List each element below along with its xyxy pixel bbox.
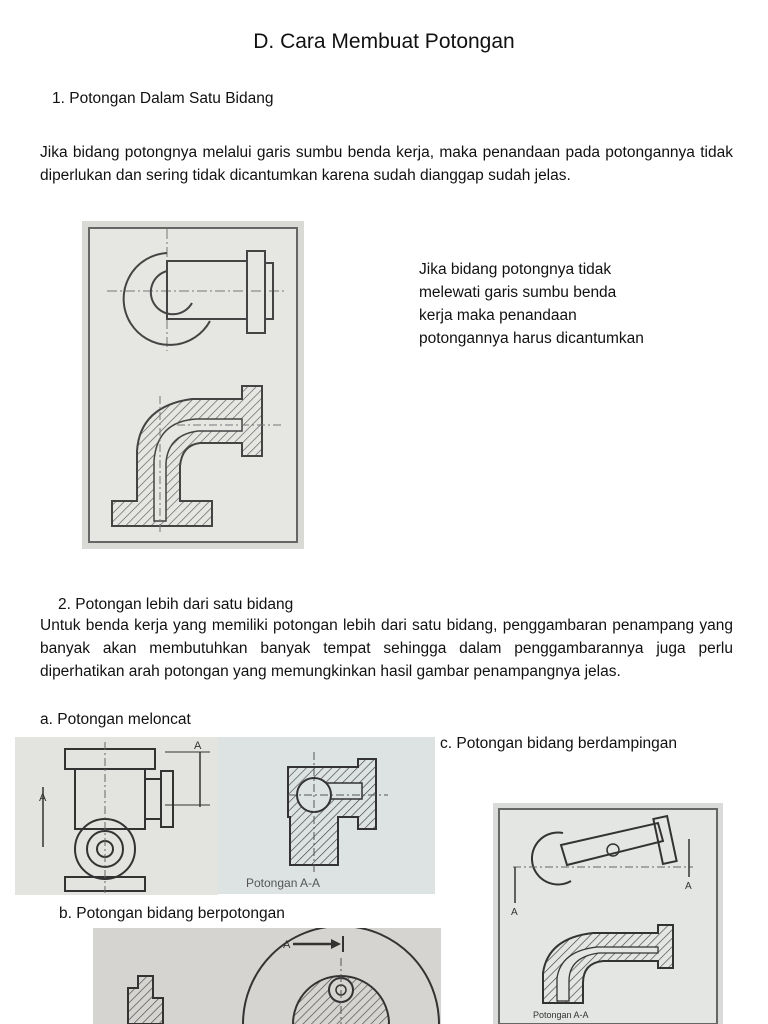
cut-mark-a: A xyxy=(685,881,692,892)
side-note-line: Jika bidang potongnya tidak xyxy=(419,261,612,278)
section-2-paragraph: Untuk benda kerja yang memiliki potongan lebih dari satu bidang, penggambaran penampang yang banyak akan membutuhkan banyak tempat sehingga dalam penggambarannya juga perlu diperhatikan arah potongan yang memungkinkan hasil gambar penampangnya jelas. xyxy=(40,617,733,680)
cut-mark-a: A xyxy=(511,907,518,918)
figure-berpotongan xyxy=(93,928,441,1024)
section-2-heading: 2. Potongan lebih dari satu bidang xyxy=(58,596,294,613)
figure-caption: Potongan A-A xyxy=(533,1010,589,1020)
side-note-line: melewati garis sumbu benda xyxy=(419,284,617,301)
figure-meloncat-view xyxy=(15,737,218,895)
side-note-line: kerja maka penandaan xyxy=(419,307,577,324)
label-potongan-berpotongan: b. Potongan bidang berpotongan xyxy=(59,905,285,922)
figure-berdampingan xyxy=(493,803,723,1024)
figure-elbow-single-plane xyxy=(82,221,304,549)
section-1-heading: 1. Potongan Dalam Satu Bidang xyxy=(52,90,274,107)
section-1-paragraph: Jika bidang potongnya melalui garis sumbu benda kerja, maka penandaan pada potongannya tidak diperlukan dan sering tidak dicantumkan karena sudah dianggap sudah jelas. xyxy=(40,144,733,184)
cut-mark-a: A xyxy=(39,792,47,804)
page-title: D. Cara Membuat Potongan xyxy=(253,30,515,53)
figure-caption: Potongan A-A xyxy=(246,876,321,890)
cut-mark-a: A xyxy=(194,740,202,752)
cut-mark-a: A xyxy=(283,939,291,951)
figure-meloncat-section xyxy=(218,737,435,894)
side-note xyxy=(419,258,739,350)
side-note-line: potongannya harus dicantumkan xyxy=(419,330,644,347)
label-potongan-berdampingan: c. Potongan bidang berdampingan xyxy=(440,735,677,752)
label-potongan-meloncat: a. Potongan meloncat xyxy=(40,711,191,728)
